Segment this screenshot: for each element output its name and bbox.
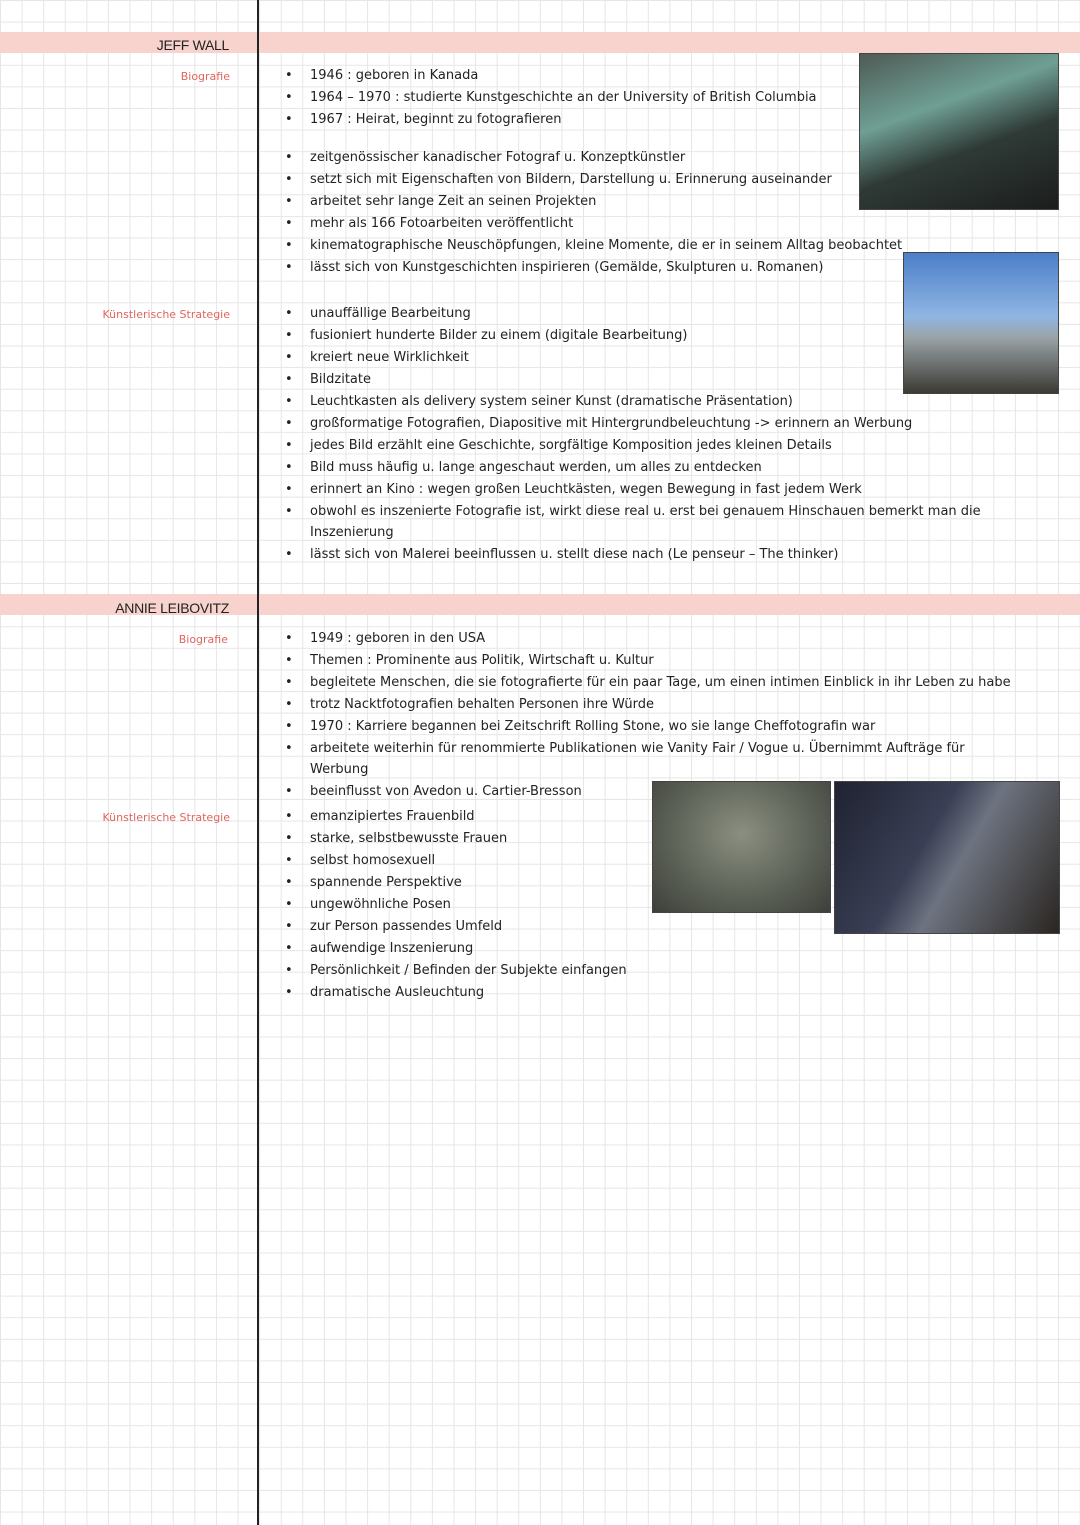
list-item: • erinnert an Kino : wegen großen Leuchtkästen, wegen Bewegung in fast jedem Werk (285, 480, 1005, 501)
list-item: • aufwendige Inszenierung (285, 939, 627, 960)
dancer-photo (652, 781, 831, 913)
list-item: • ungewöhnliche Posen (285, 895, 627, 916)
list-item: • Bild muss häufig u. lange angeschaut werden, um alles zu entdecken (285, 458, 1005, 479)
list-item: • Persönlichkeit / Befinden der Subjekte einfangen (285, 961, 627, 982)
list-item: • emanzipiertes Frauenbild (285, 807, 627, 828)
list-item: • obwohl es inszenierte Fotografie ist, wirkt diese real u. erst bei genauem Hinschauen bemerkt man die Inszenierung (285, 502, 1005, 543)
list-item: • kreiert neue Wirklichkeit (285, 348, 1005, 369)
list-item: • lässt sich von Malerei beeinflussen u. stellt diese nach (Le penseur – The thinker) (285, 545, 1005, 566)
list-item: • zeitgenössischer kanadischer Fotograf u. Konzeptkünstler (285, 148, 902, 169)
list-item: • kinematographische Neuschöpfungen, kleine Momente, die er in seinem Alltag beobachtet (285, 236, 902, 257)
list-item: • unauffällige Bearbeitung (285, 304, 1005, 325)
list-item: • trotz Nacktfotografien behalten Personen ihre Würde (285, 695, 1055, 716)
list-item: • großformatige Fotografien, Diapositive mit Hintergrundbeleuchtung -> erinnern an Werbung (285, 414, 1005, 435)
list-item: • 1949 : geboren in den USA (285, 629, 1055, 650)
section-title: JEFF WALL (156, 37, 229, 53)
bio-label: Biografie (178, 633, 228, 646)
list-item: • mehr als 166 Fotoarbeiten veröffentlicht (285, 214, 902, 235)
peter-pan-photo (834, 781, 1060, 934)
list-item: • 1970 : Karriere begannen bei Zeitschrift Rolling Stone, wo sie lange Cheffotografin war (285, 717, 1055, 738)
jw-bio2-list (285, 148, 902, 280)
list-item: • Leuchtkasten als delivery system seiner Kunst (dramatische Präsentation) (285, 392, 1005, 413)
margin-line (257, 0, 259, 1525)
list-item: • fusioniert hunderte Bilder zu einem (digitale Bearbeitung) (285, 326, 1005, 347)
list-item: • zur Person passendes Umfeld (285, 917, 627, 938)
list-item: • Bildzitate (285, 370, 1005, 391)
al-bio-list (285, 629, 1055, 804)
list-item: • jedes Bild erzählt eine Geschichte, sorgfältige Komposition jedes kleinen Details (285, 436, 1005, 457)
section-title: ANNIE LEIBOVITZ (115, 600, 229, 616)
al-strategy-list (285, 807, 627, 1005)
strategy-label: Künstlerische Strategie (102, 308, 230, 321)
list-item: • arbeitet sehr lange Zeit an seinen Projekten (285, 192, 902, 213)
kitchen-photo (859, 53, 1059, 210)
bio-label: Biografie (180, 70, 230, 83)
list-item: • setzt sich mit Eigenschaften von Bildern, Darstellung u. Erinnerung auseinander (285, 170, 902, 191)
thinker-photo (903, 252, 1059, 394)
list-item: • beeinflusst von Avedon u. Cartier-Bresson (285, 782, 1055, 803)
list-item: • 1967 : Heirat, beginnt zu fotografieren (285, 110, 817, 131)
strategy-label: Künstlerische Strategie (102, 811, 230, 824)
list-item: • arbeitete weiterhin für renommierte Publikationen wie Vanity Fair / Vogue u. Übernimmt Aufträge für Werbung (285, 739, 1005, 780)
list-item: • lässt sich von Kunstgeschichten inspirieren (Gemälde, Skulpturen u. Romanen) (285, 258, 902, 279)
list-item: • dramatische Ausleuchtung (285, 983, 627, 1004)
list-item: • selbst homosexuell (285, 851, 627, 872)
list-item: • 1964 – 1970 : studierte Kunstgeschichte an der University of British Columbia (285, 88, 817, 109)
list-item: • spannende Perspektive (285, 873, 627, 894)
list-item: • Themen : Prominente aus Politik, Wirtschaft u. Kultur (285, 651, 1055, 672)
list-item: • starke, selbstbewusste Frauen (285, 829, 627, 850)
jw-bio-list (285, 66, 817, 132)
list-item: • 1946 : geboren in Kanada (285, 66, 817, 87)
jw-strategy-list (285, 304, 1005, 567)
list-item: • begleitete Menschen, die sie fotografierte für ein paar Tage, um einen intimen Einblick in ihr Leben zu habe (285, 673, 1055, 694)
